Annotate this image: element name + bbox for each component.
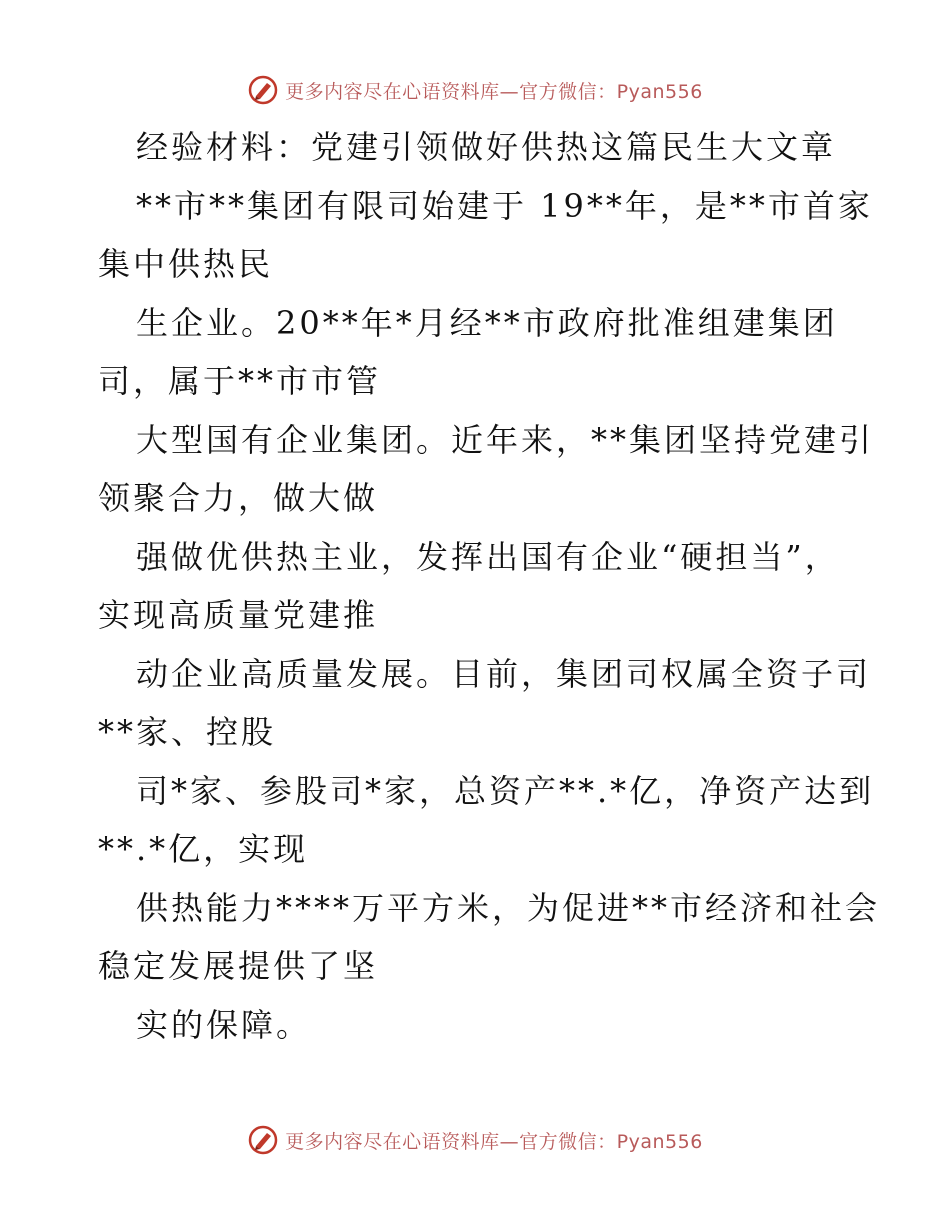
paragraph-line: 强做优供热主业，发挥出国有企业“硬担当”， — [136, 538, 840, 576]
paragraph-line: 实的保障。 — [136, 1006, 312, 1044]
paragraph-line: 供热能力****万平方米，为促进**市经济和社会 — [136, 889, 881, 927]
header-watermark — [0, 70, 950, 110]
paragraph-line: 生企业。20**年*月经**市政府批准组建集团 — [136, 304, 838, 342]
paragraph-line: **.*亿，实现 — [98, 830, 309, 868]
paragraph-line: 动企业高质量发展。目前，集团司权属全资子司 — [136, 655, 872, 693]
watermark-text: 更多内容尽在心语资料库—官方微信：Pyan556 — [285, 1130, 703, 1153]
footer-watermark — [0, 1120, 950, 1160]
pen-circle-logo-icon — [247, 74, 279, 106]
paragraph-line: 领聚合力，做大做 — [98, 479, 379, 517]
paragraph-line: **家、控股 — [98, 713, 277, 751]
pen-circle-logo-icon — [247, 1124, 279, 1156]
paragraph-line: **市**集团有限司始建于 19**年，是**市首家 — [136, 187, 873, 225]
paragraph-line: 稳定发展提供了坚 — [98, 947, 379, 985]
paragraph-line: 集中供热民 — [98, 245, 274, 283]
document-title: 经验材料：党建引领做好供热这篇民生大文章 — [136, 128, 837, 166]
paragraph-line: 司，属于**市市管 — [98, 362, 382, 400]
paragraph-line: 实现高质量党建推 — [98, 596, 379, 634]
watermark-text: 更多内容尽在心语资料库—官方微信：Pyan556 — [285, 80, 703, 103]
paragraph-line: 司*家、参股司*家，总资产**.*亿，净资产达到 — [136, 772, 875, 810]
paragraph-line: 大型国有企业集团。近年来，**集团坚持党建引 — [136, 421, 875, 459]
